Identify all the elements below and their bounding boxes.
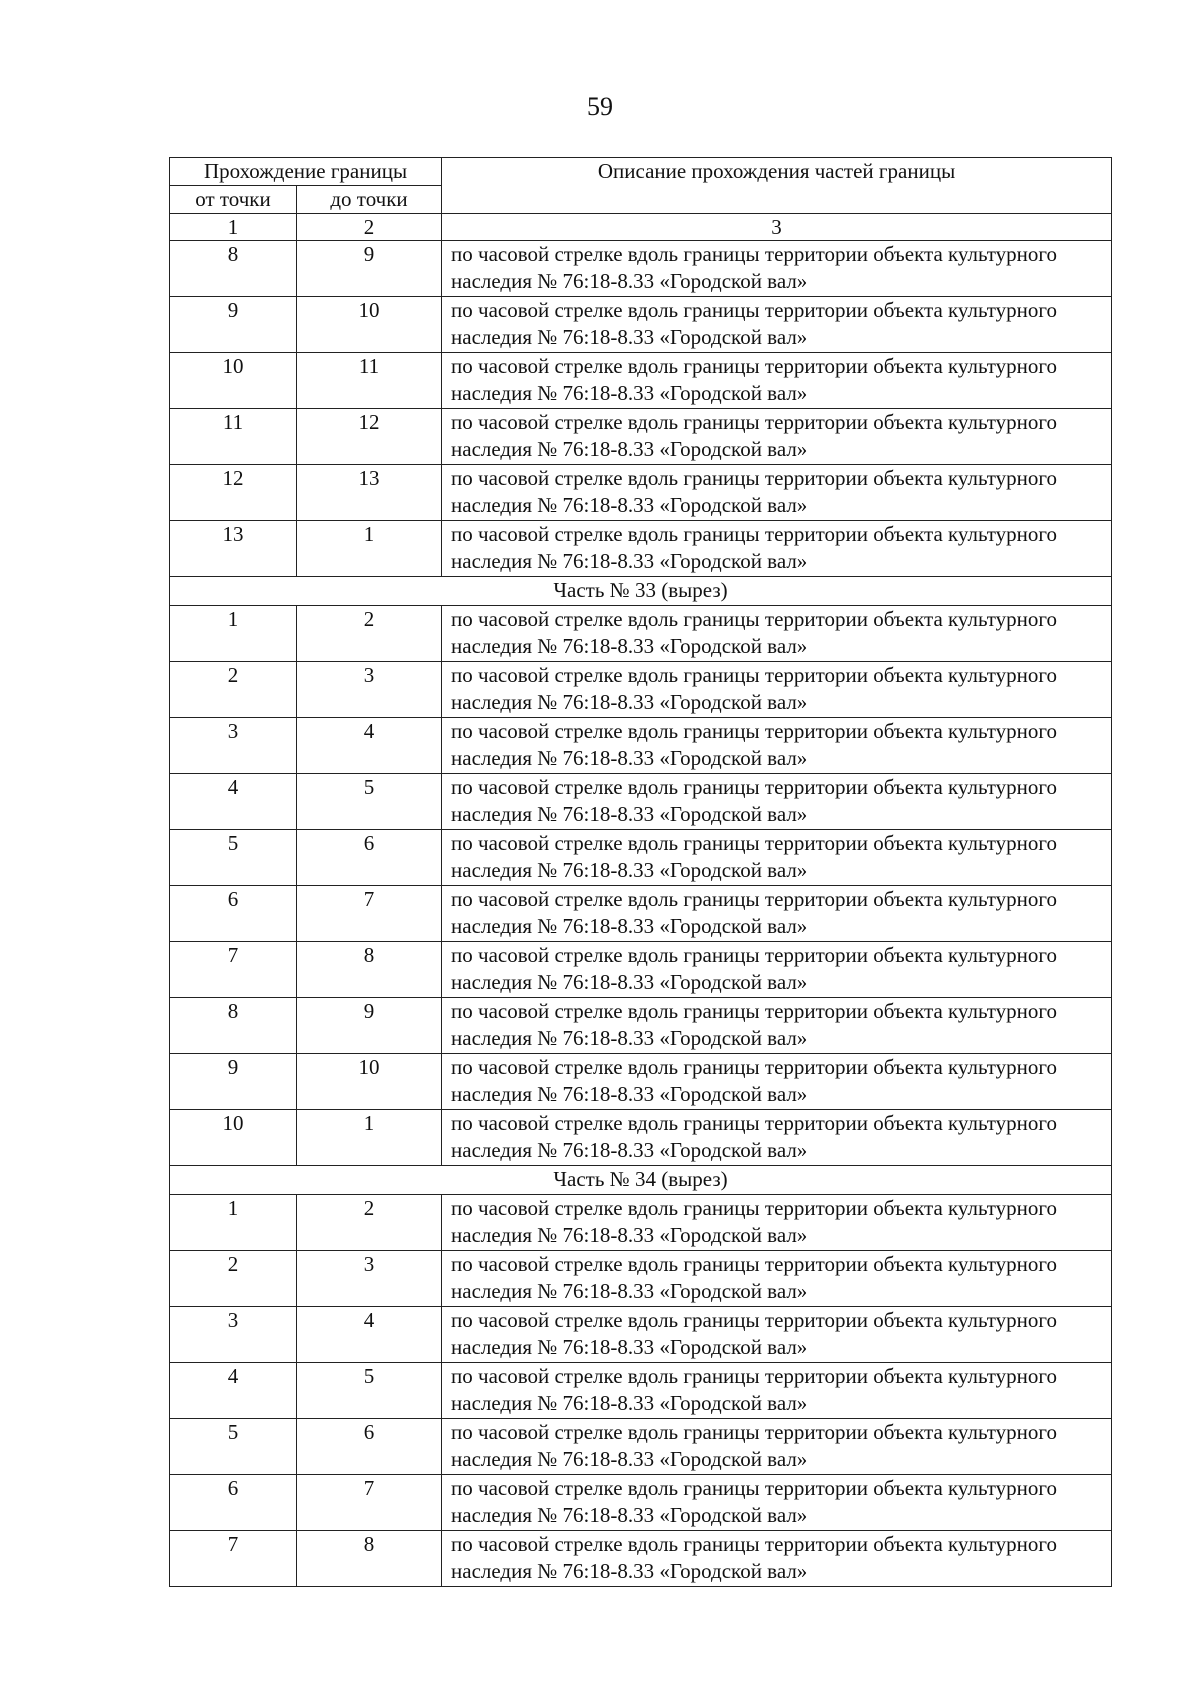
description-cell: по часовой стрелке вдоль границы территории объекта культурного наследия № 76:18-8.33 «Городской вал» (442, 1054, 1112, 1110)
from-point-cell: 7 (170, 1531, 297, 1587)
description-cell: по часовой стрелке вдоль границы территории объекта культурного наследия № 76:18-8.33 «Городской вал» (442, 465, 1112, 521)
to-point-cell: 5 (297, 774, 442, 830)
to-point-cell: 12 (297, 409, 442, 465)
column-number: 1 (170, 214, 297, 241)
from-point-cell: 5 (170, 1419, 297, 1475)
page-number: 59 (587, 92, 613, 121)
from-point-cell: 2 (170, 1251, 297, 1307)
to-point-cell: 8 (297, 942, 442, 998)
column-number: 3 (442, 214, 1112, 241)
description-header: Описание прохождения частей границы (442, 158, 1112, 214)
description-cell: по часовой стрелке вдоль границы территории объекта культурного наследия № 76:18-8.33 «Городской вал» (442, 942, 1112, 998)
table-row (170, 1363, 1112, 1419)
table-body (170, 241, 1112, 1587)
from-point-cell: 1 (170, 1195, 297, 1251)
table-row (170, 886, 1112, 942)
from-point-cell: 9 (170, 297, 297, 353)
description-cell: по часовой стрелке вдоль границы территории объекта культурного наследия № 76:18-8.33 «Городской вал» (442, 409, 1112, 465)
to-point-cell: 6 (297, 830, 442, 886)
to-point-cell: 9 (297, 998, 442, 1054)
table-row (170, 718, 1112, 774)
table-row (170, 1054, 1112, 1110)
to-point-cell: 6 (297, 1419, 442, 1475)
from-point-header: от точки (170, 186, 297, 214)
table-row (170, 409, 1112, 465)
description-cell: по часовой стрелке вдоль границы территории объекта культурного наследия № 76:18-8.33 «Городской вал» (442, 1419, 1112, 1475)
from-point-cell: 11 (170, 409, 297, 465)
from-point-cell: 7 (170, 942, 297, 998)
to-point-cell: 9 (297, 241, 442, 297)
table-header-row (170, 158, 1112, 186)
table-row (170, 1307, 1112, 1363)
description-cell: по часовой стрелке вдоль границы территории объекта культурного наследия № 76:18-8.33 «Городской вал» (442, 718, 1112, 774)
column-number: 2 (297, 214, 442, 241)
from-point-cell: 1 (170, 606, 297, 662)
to-point-cell: 2 (297, 1195, 442, 1251)
description-cell: по часовой стрелке вдоль границы территории объекта культурного наследия № 76:18-8.33 «Городской вал» (442, 662, 1112, 718)
boundary-passage-header: Прохождение границы (170, 158, 442, 186)
to-point-cell: 7 (297, 1475, 442, 1531)
table-row (170, 1419, 1112, 1475)
table-row (170, 1475, 1112, 1531)
to-point-cell: 10 (297, 1054, 442, 1110)
from-point-cell: 3 (170, 718, 297, 774)
table-row (170, 1195, 1112, 1251)
table-row (170, 521, 1112, 577)
from-point-cell: 13 (170, 521, 297, 577)
column-number-row (170, 214, 1112, 241)
description-cell: по часовой стрелке вдоль границы территории объекта культурного наследия № 76:18-8.33 «Городской вал» (442, 1307, 1112, 1363)
to-point-cell: 3 (297, 1251, 442, 1307)
from-point-cell: 10 (170, 353, 297, 409)
table-row (170, 465, 1112, 521)
table-row (170, 241, 1112, 297)
from-point-cell: 12 (170, 465, 297, 521)
from-point-cell: 3 (170, 1307, 297, 1363)
from-point-cell: 8 (170, 998, 297, 1054)
description-cell: по часовой стрелке вдоль границы территории объекта культурного наследия № 76:18-8.33 «Городской вал» (442, 521, 1112, 577)
description-cell: по часовой стрелке вдоль границы территории объекта культурного наследия № 76:18-8.33 «Городской вал» (442, 1531, 1112, 1587)
from-point-cell: 2 (170, 662, 297, 718)
from-point-cell: 8 (170, 241, 297, 297)
to-point-cell: 11 (297, 353, 442, 409)
description-cell: по часовой стрелке вдоль границы территории объекта культурного наследия № 76:18-8.33 «Городской вал» (442, 1110, 1112, 1166)
section-title: Часть № 34 (вырез) (170, 1166, 1112, 1195)
section-row (170, 1166, 1112, 1195)
table-row (170, 606, 1112, 662)
description-cell: по часовой стрелке вдоль границы территории объекта культурного наследия № 76:18-8.33 «Городской вал» (442, 774, 1112, 830)
to-point-cell: 1 (297, 521, 442, 577)
description-cell: по часовой стрелке вдоль границы территории объекта культурного наследия № 76:18-8.33 «Городской вал» (442, 1363, 1112, 1419)
description-cell: по часовой стрелке вдоль границы территории объекта культурного наследия № 76:18-8.33 «Городской вал» (442, 1251, 1112, 1307)
to-point-cell: 5 (297, 1363, 442, 1419)
description-cell: по часовой стрелке вдоль границы территории объекта культурного наследия № 76:18-8.33 «Городской вал» (442, 830, 1112, 886)
boundary-table (169, 157, 1112, 1587)
table-row (170, 942, 1112, 998)
to-point-cell: 7 (297, 886, 442, 942)
table-row (170, 1110, 1112, 1166)
from-point-cell: 10 (170, 1110, 297, 1166)
description-cell: по часовой стрелке вдоль границы территории объекта культурного наследия № 76:18-8.33 «Городской вал» (442, 998, 1112, 1054)
description-cell: по часовой стрелке вдоль границы территории объекта культурного наследия № 76:18-8.33 «Городской вал» (442, 886, 1112, 942)
description-cell: по часовой стрелке вдоль границы территории объекта культурного наследия № 76:18-8.33 «Городской вал» (442, 297, 1112, 353)
to-point-cell: 3 (297, 662, 442, 718)
table-row (170, 774, 1112, 830)
from-point-cell: 9 (170, 1054, 297, 1110)
to-point-cell: 13 (297, 465, 442, 521)
to-point-cell: 2 (297, 606, 442, 662)
description-cell: по часовой стрелке вдоль границы территории объекта культурного наследия № 76:18-8.33 «Городской вал» (442, 1475, 1112, 1531)
table-row (170, 1251, 1112, 1307)
to-point-cell: 4 (297, 718, 442, 774)
from-point-cell: 6 (170, 1475, 297, 1531)
to-point-header: до точки (297, 186, 442, 214)
to-point-cell: 10 (297, 297, 442, 353)
to-point-cell: 4 (297, 1307, 442, 1363)
table-row (170, 662, 1112, 718)
to-point-cell: 8 (297, 1531, 442, 1587)
table-row (170, 297, 1112, 353)
section-row (170, 577, 1112, 606)
table-row (170, 830, 1112, 886)
section-title: Часть № 33 (вырез) (170, 577, 1112, 606)
table-row (170, 1531, 1112, 1587)
description-cell: по часовой стрелке вдоль границы территории объекта культурного наследия № 76:18-8.33 «Городской вал» (442, 353, 1112, 409)
from-point-cell: 4 (170, 1363, 297, 1419)
table-row (170, 998, 1112, 1054)
from-point-cell: 6 (170, 886, 297, 942)
description-cell: по часовой стрелке вдоль границы территории объекта культурного наследия № 76:18-8.33 «Городской вал» (442, 1195, 1112, 1251)
description-cell: по часовой стрелке вдоль границы территории объекта культурного наследия № 76:18-8.33 «Городской вал» (442, 241, 1112, 297)
table-row (170, 353, 1112, 409)
from-point-cell: 4 (170, 774, 297, 830)
description-cell: по часовой стрелке вдоль границы территории объекта культурного наследия № 76:18-8.33 «Городской вал» (442, 606, 1112, 662)
from-point-cell: 5 (170, 830, 297, 886)
to-point-cell: 1 (297, 1110, 442, 1166)
